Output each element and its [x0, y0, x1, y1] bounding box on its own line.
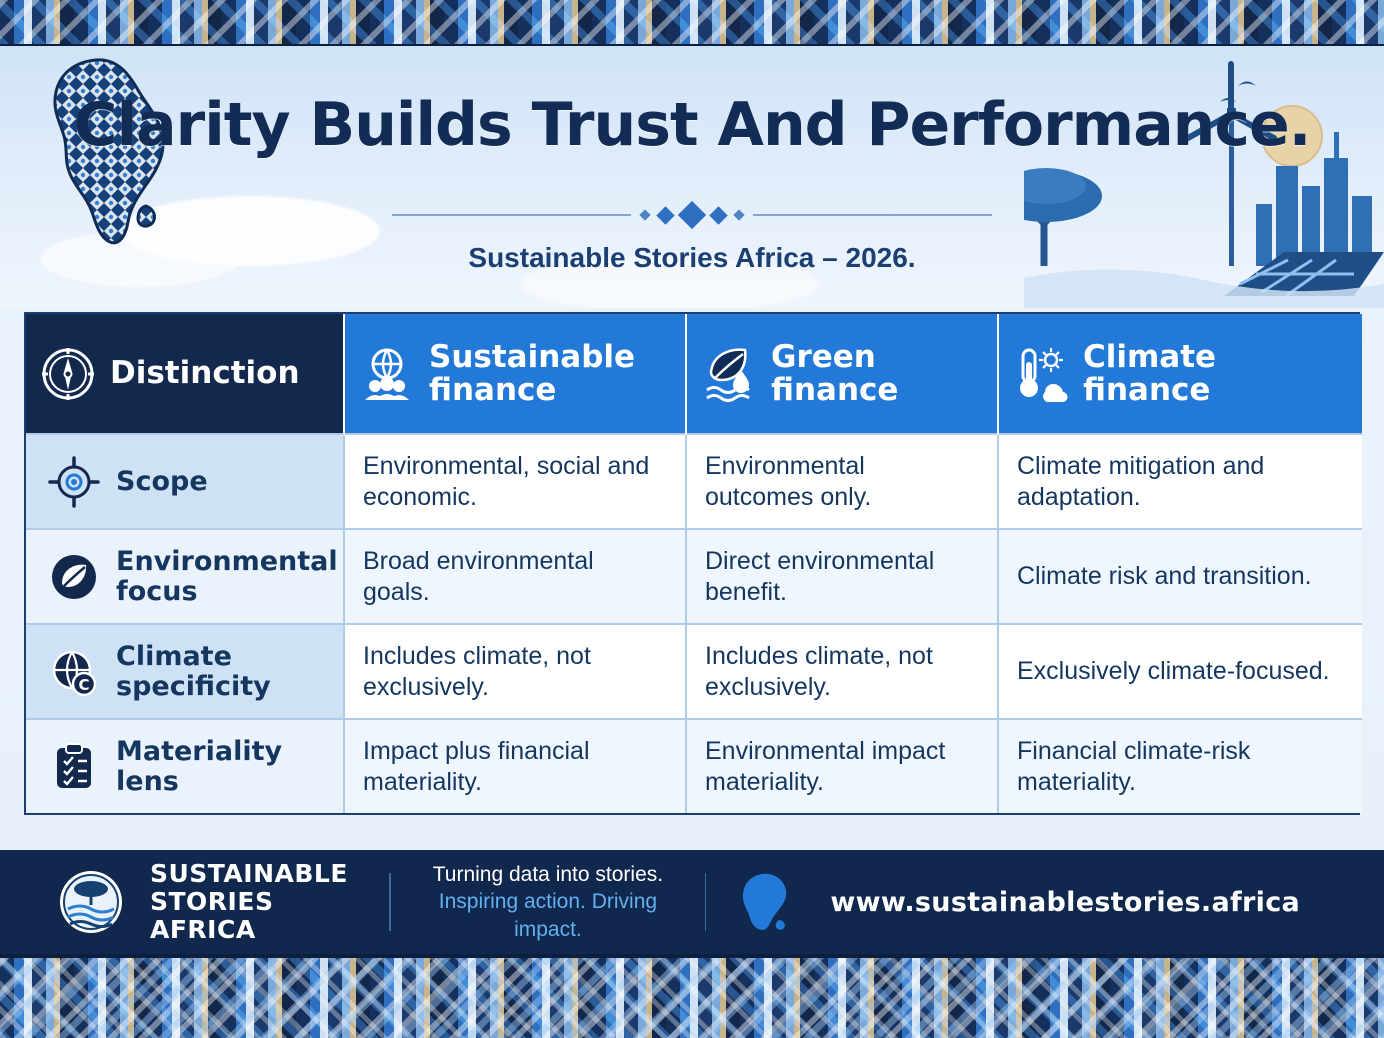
footer-bar	[0, 850, 1384, 954]
cell-materiality-climate: Financial climate-risk materiality.	[998, 719, 1362, 813]
cell-scope-sustainable: Environmental, social and economic.	[344, 434, 686, 529]
cell-materiality-sustainable: Impact plus financial materiality.	[344, 719, 686, 813]
target-icon	[48, 456, 100, 508]
tagline-line2: Inspiring action. Driving impact.	[438, 890, 658, 941]
page-title: Clarity Builds Trust And Performance.	[73, 90, 1311, 160]
row-label: Environmental focus	[116, 545, 338, 607]
footer-divider	[705, 873, 707, 931]
row-header-materiality-lens	[26, 719, 344, 813]
column-header-green-finance	[686, 314, 998, 434]
table-row	[26, 529, 1362, 624]
africa-silhouette-icon	[732, 872, 804, 932]
poster-header	[0, 46, 1384, 308]
tagline	[417, 861, 678, 943]
svg-text:C: C	[78, 675, 90, 694]
tagline-line1: Turning data into stories.	[432, 863, 664, 887]
row-header-climate-specificity	[26, 624, 344, 719]
column-header-label: Distinction	[110, 355, 300, 392]
row-label: Climate specificity	[116, 640, 271, 702]
thermometer-sun-cloud-icon	[1013, 346, 1069, 402]
page-subtitle: Sustainable Stories Africa – 2026.	[468, 242, 916, 273]
footer-divider	[389, 873, 391, 931]
website-url: www.sustainablestories.africa	[830, 886, 1301, 918]
compass-icon	[40, 346, 96, 402]
row-header-environmental-focus	[26, 529, 344, 624]
cell-climspec-green: Includes climate, not exclusively.	[686, 624, 998, 719]
title-divider	[392, 200, 992, 230]
brand-name: SUSTAINABLE STORIES AFRICA	[150, 859, 348, 944]
cell-scope-climate: Climate mitigation and adaptation.	[998, 434, 1362, 529]
column-header-distinction	[26, 314, 344, 434]
top-pattern-border	[0, 0, 1384, 46]
cell-climspec-climate: Exclusively climate-focused.	[998, 624, 1362, 719]
column-header-label: Green finance	[771, 338, 899, 408]
globe-carbon-icon	[48, 646, 100, 698]
cell-materiality-green: Environmental impact materiality.	[686, 719, 998, 813]
cell-scope-green: Environmental outcomes only.	[686, 434, 998, 529]
row-label: Scope	[116, 465, 208, 497]
column-header-sustainable-finance	[344, 314, 686, 434]
leaf-water-icon	[701, 346, 757, 402]
row-header-scope	[26, 434, 344, 529]
table-row	[26, 719, 1362, 813]
clipboard-checklist-icon	[48, 741, 100, 793]
bottom-pattern-border	[0, 958, 1384, 1038]
leaf-circle-icon	[48, 551, 100, 603]
column-header-label: Sustainable finance	[429, 338, 636, 408]
cell-envfocus-sustainable: Broad environmental goals.	[344, 529, 686, 624]
column-header-climate-finance	[998, 314, 1362, 434]
acacia-logo-icon	[58, 869, 124, 935]
cell-climspec-sustainable: Includes climate, not exclusively.	[344, 624, 686, 719]
table-row	[26, 434, 1362, 529]
table-header-row	[26, 314, 1362, 434]
comparison-table	[24, 312, 1360, 815]
globe-people-icon	[359, 346, 415, 402]
row-label: Materiality lens	[116, 735, 283, 797]
cell-envfocus-green: Direct environmental benefit.	[686, 529, 998, 624]
column-header-label: Climate finance	[1083, 338, 1217, 408]
table-row	[26, 624, 1362, 719]
cell-envfocus-climate: Climate risk and transition.	[998, 529, 1362, 624]
